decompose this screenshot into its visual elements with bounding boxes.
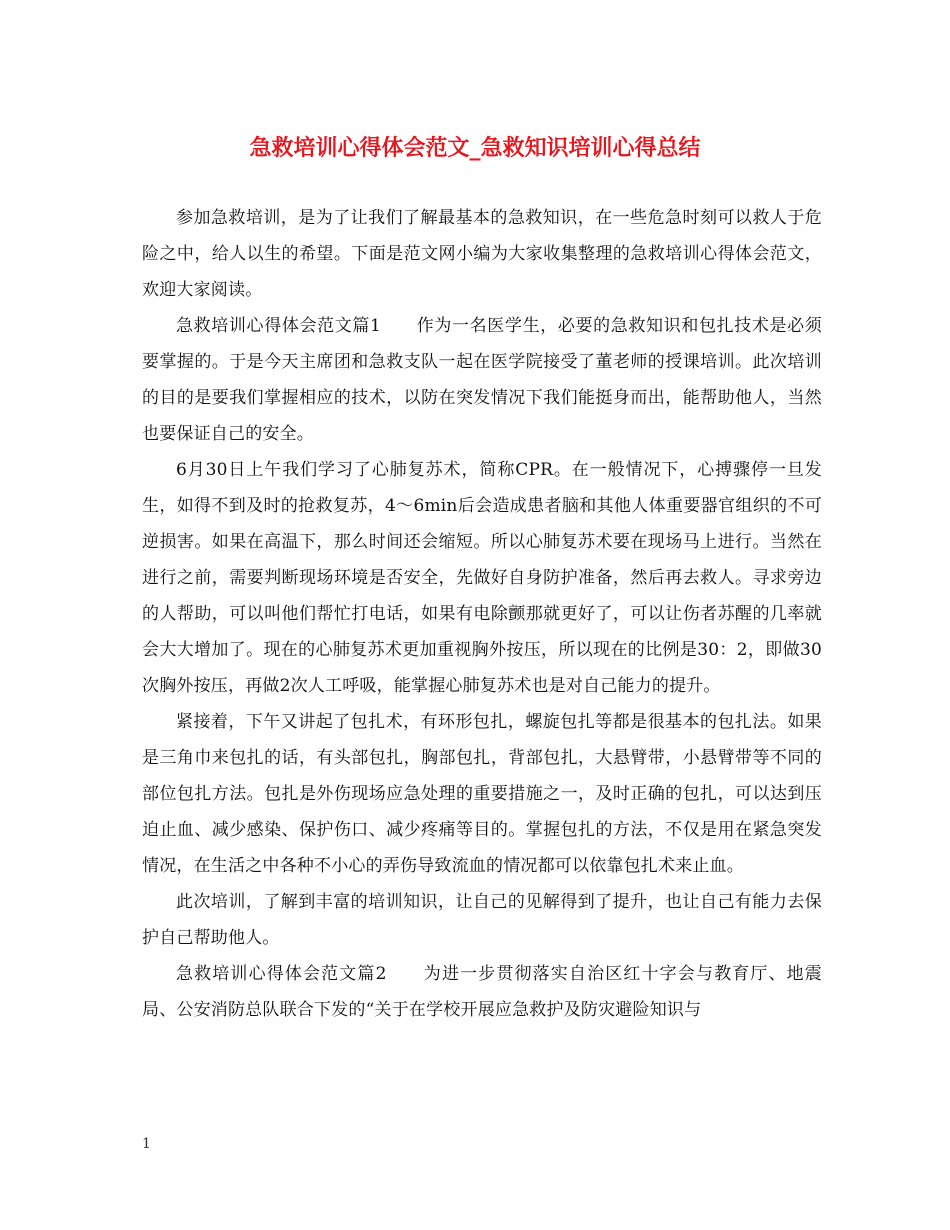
page-number: 1: [142, 1136, 151, 1152]
paragraph-conclusion: 此次培训，了解到丰富的培训知识，让自己的见解得到了提升，也让自己有能力去保护自己帮助他人。: [142, 892, 822, 948]
paragraph-essay-2-opening: 急救培训心得体会范文篇2 为进一步贯彻落实自治区红十字会与教育厅、地震局、公安消防总队联合下发的“关于在学校开展应急救护及防灾避险知识与: [142, 964, 822, 1020]
paragraph-intro: 参加急救培训，是为了让我们了解最基本的急救知识，在一些危急时刻可以救人于危险之中，给人以生的希望。下面是范文网小编为大家收集整理的急救培训心得体会范文，欢迎大家阅读。: [142, 208, 822, 300]
paragraph-cpr: 6月30日上午我们学习了心肺复苏术，简称CPR。在一般情况下，心搏骤停一旦发生，如得不到及时的抢救复苏，4～6min后会造成患者脑和其他人体重要器官组织的不可逆损害。如果在高温下，那么时间还会缩短。所以心肺复苏术要在现场马上进行。当然在进行之前，需要判断现场环境是否安全，先做好自身防护准备，然后再去救人。寻求旁边的人帮助，可以叫他们帮忙打电话，如果有电除颤那就更好了，可以让伤者苏醒的几率就会大大增加了。现在的心肺复苏术更加重视胸外按压，所以现在的比例是30：2，即做30次胸外按压，再做2次人工呼吸，能掌握心肺复苏术也是对自己能力的提升。: [142, 460, 822, 696]
document-title: 急救培训心得体会范文_急救知识培训心得总结: [249, 135, 701, 161]
paragraph-bandaging: 紧接着，下午又讲起了包扎术，有环形包扎，螺旋包扎等都是很基本的包扎法。如果是三角巾来包扎的话，有头部包扎，胸部包扎，背部包扎，大悬臂带，小悬臂带等不同的部位包扎方法。包扎是外伤现场应急处理的重要措施之一，及时正确的包扎，可以达到压迫止血、减少感染、保护伤口、减少疼痛等目的。掌握包扎的方法，不仅是用在紧急突发情况，在生活之中各种不小心的弄伤导致流血的情况都可以依靠包扎术来止血。: [142, 712, 822, 876]
document-body: [142, 200, 822, 1028]
paragraph-essay-1-opening: 急救培训心得体会范文篇1 作为一名医学生，必要的急救知识和包扎技术是必须要掌握的。于是今天主席团和急救支队一起在医学院接受了董老师的授课培训。此次培训的目的是要我们掌握相应的技术，以防在突发情况下我们能挺身而出，能帮助他人，当然也要保证自己的安全。: [142, 316, 822, 444]
